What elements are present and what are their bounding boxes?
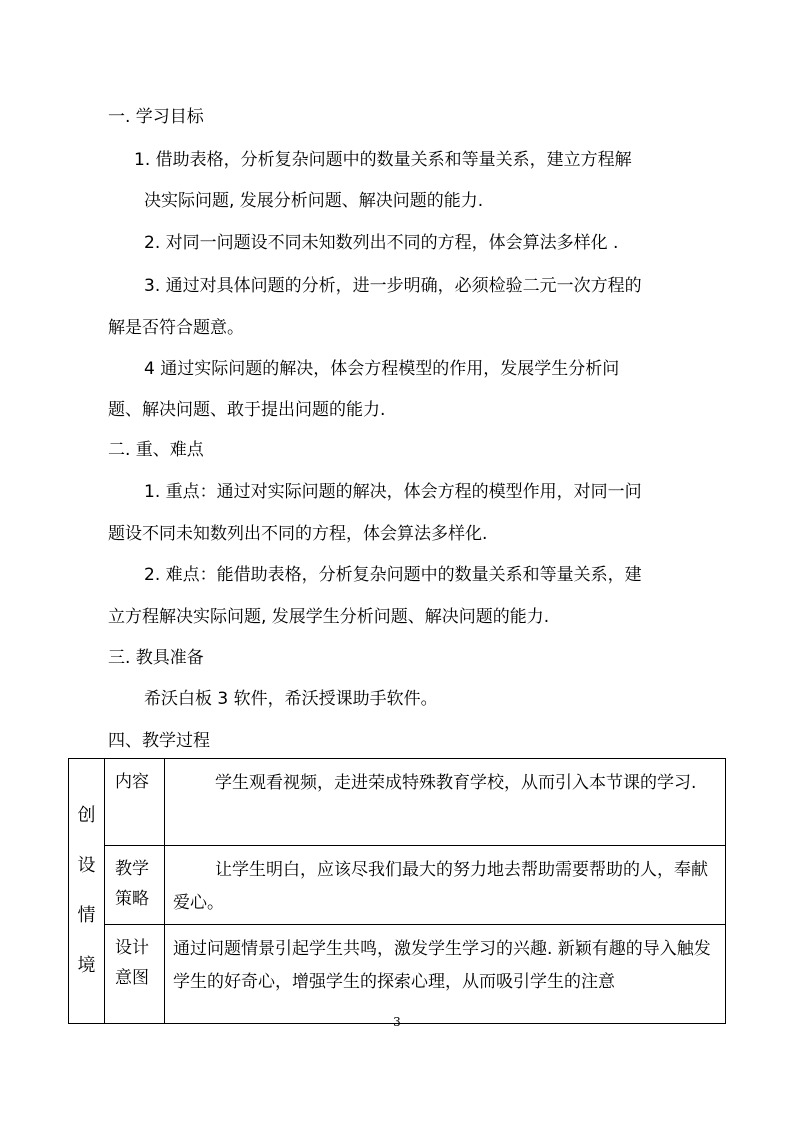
- objective-1-line-2: 决实际问题, 发展分析问题、解决问题的能力.: [144, 191, 484, 211]
- key-point-line-1: 1. 重点：通过对实际问题的解决，体会方程的模型作用，对同一问: [144, 482, 642, 502]
- content-text: 通过问题情景引起学生共鸣，激发学生学习的兴趣. 新颖有趣的导入触发学生的好奇心，增强学生的探索心理，从而吸引学生的注意: [173, 939, 711, 992]
- heading-objectives: 一. 学习目标: [108, 107, 204, 127]
- category-char: 创: [77, 805, 96, 826]
- difficulty-line-2: 立方程解决实际问题, 发展学生分析问题、解决问题的能力.: [108, 607, 550, 627]
- objective-4-line-2: 题、解决问题、敢于提出问题的能力.: [108, 400, 386, 420]
- row-content-content: [165, 759, 726, 846]
- row-label-strategy: [105, 846, 165, 925]
- objective-4-line-1: 4 通过实际问题的解决，体会方程模型的作用，发展学生分析问: [144, 359, 620, 379]
- page-number: 3: [393, 1015, 401, 1029]
- category-char: 情: [77, 905, 96, 926]
- content-text: 让学生明白，应该尽我们最大的努力地去帮助需要帮助的人，奉献爱心。: [173, 860, 708, 913]
- heading-key-points: 二. 重、难点: [108, 440, 204, 460]
- teaching-process-table: [68, 758, 726, 1024]
- category-char: 设: [77, 855, 96, 876]
- heading-process: 四、教学过程: [108, 731, 210, 751]
- key-point-line-2: 题设不同未知数列出不同的方程，体会算法多样化.: [108, 524, 488, 544]
- label-text: 内容: [115, 772, 149, 792]
- heading-materials: 三. 教具准备: [108, 648, 204, 668]
- objective-1-line-1: 1. 借助表格，分析复杂问题中的数量关系和等量关系，建立方程解: [134, 150, 632, 170]
- label-text: 策略: [115, 889, 149, 909]
- objective-3-line-1: 3. 通过对具体问题的分析，进一步明确，必须检验二元一次方程的: [144, 276, 642, 296]
- label-text: 教学: [115, 859, 149, 879]
- difficulty-line-1: 2. 难点：能借助表格，分析复杂问题中的数量关系和等量关系，建: [144, 565, 642, 585]
- content-text: 学生观看视频，走进荣成特殊教育学校，从而引入本节课的学习.: [215, 773, 697, 793]
- category-char: 境: [77, 955, 96, 976]
- row-content-strategy: [165, 846, 726, 925]
- label-text: 意图: [115, 968, 149, 988]
- category-cell: [69, 759, 105, 1024]
- objective-2: 2. 对同一问题设不同未知数列出不同的方程，体会算法多样化 .: [144, 233, 619, 253]
- row-label-content: [105, 759, 165, 846]
- row-label-design-intent: [105, 925, 165, 1024]
- objective-3-line-2: 解是否符合题意。: [108, 318, 244, 338]
- materials-text: 希沃白板 3 软件，希沃授课助手软件。: [144, 689, 438, 709]
- row-content-design-intent: [165, 925, 726, 1024]
- label-text: 设计: [115, 938, 149, 958]
